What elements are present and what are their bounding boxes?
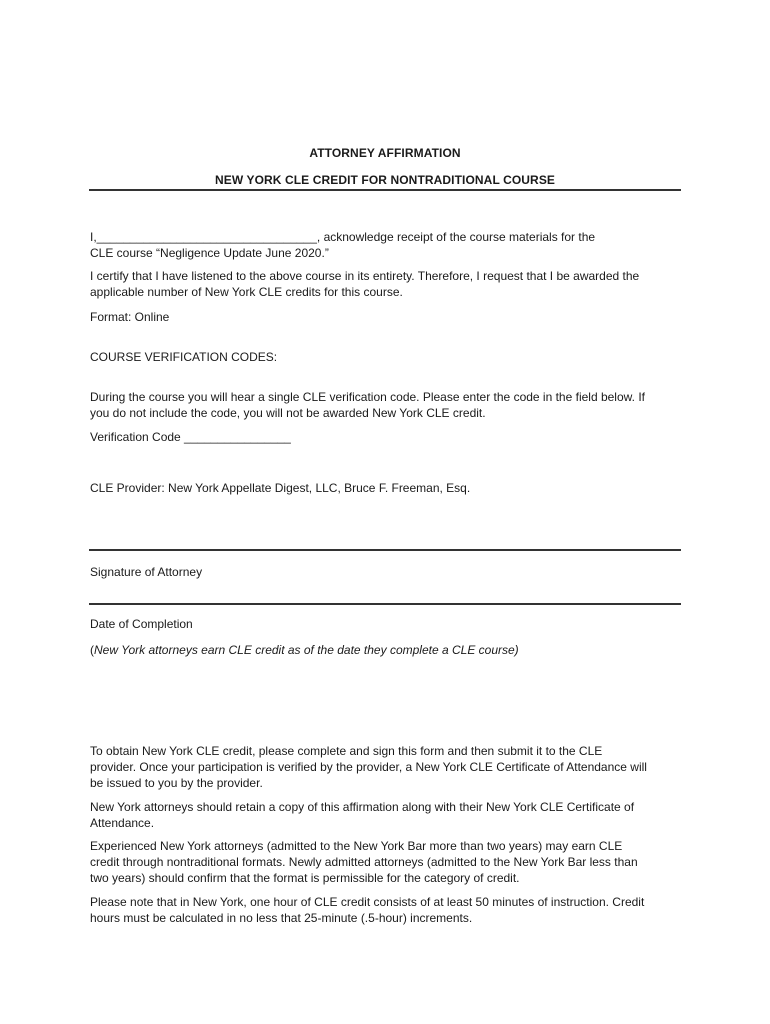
codes-heading-text: COURSE VERIFICATION CODES: bbox=[90, 350, 278, 364]
completion-note bbox=[90, 642, 690, 658]
signature-label bbox=[90, 564, 690, 580]
certification-line: applicable number of New York CLE credits for this course. bbox=[90, 285, 403, 299]
instructions-paragraph-1 bbox=[90, 743, 690, 791]
signature-label-text: Signature of Attorney bbox=[90, 565, 203, 579]
instructions-line: New York attorneys should retain a copy of this affirmation along with their New York CLE Certificate of bbox=[90, 800, 635, 814]
verification-code-field bbox=[90, 429, 690, 445]
completion-label-text: Date of Completion bbox=[90, 617, 193, 631]
completion-note-paren: ( bbox=[90, 643, 94, 657]
instructions-line: Attendance. bbox=[90, 816, 155, 830]
instructions-line: hours must be calculated in no less that 25-minute (.5-hour) increments. bbox=[90, 911, 473, 925]
certification-line: I certify that I have listened to the above course in its entirety. Therefore, I request that I be awarded the bbox=[90, 269, 640, 283]
certification-paragraph bbox=[90, 268, 690, 300]
verification-paragraph bbox=[90, 389, 690, 421]
completion-note-text: New York attorneys earn CLE credit as of the date they complete a CLE course) bbox=[94, 643, 519, 657]
signature-line bbox=[89, 549, 681, 551]
format-value: Format: Online bbox=[90, 310, 170, 324]
instructions-line: To obtain New York CLE credit, please complete and sign this form and then submit it to the CLE bbox=[90, 744, 603, 758]
document-title: ATTORNEY AFFIRMATION bbox=[309, 146, 461, 160]
verification-line: you do not include the code, you will not be awarded New York CLE credit. bbox=[90, 406, 486, 420]
completion-label bbox=[90, 616, 690, 632]
instructions-line: provider. Once your participation is verified by the provider, a New York CLE Certificate of Attendance will bbox=[90, 760, 647, 774]
instructions-line: credit through nontraditional formats. Newly admitted attorneys (admitted to the New York Bar less than bbox=[90, 855, 638, 869]
document-subtitle: NEW YORK CLE CREDIT FOR NONTRADITIONAL COURSE bbox=[214, 173, 556, 187]
provider-line: CLE Provider: New York Appellate Digest, LLC, Bruce F. Freeman, Esq. bbox=[90, 481, 471, 495]
acknowledgement-line: CLE course “Negligence Update June 2020.” bbox=[90, 246, 329, 260]
header-divider bbox=[89, 189, 681, 191]
instructions-line: two years) should confirm that the format is permissible for the category of credit. bbox=[90, 871, 520, 885]
acknowledgement-line: I,_________________________________, acknowledge receipt of the course materials for the bbox=[90, 230, 596, 244]
acknowledgement-paragraph bbox=[90, 229, 690, 261]
instructions-line: Please note that in New York, one hour of CLE credit consists of at least 50 minutes of instruction. Credit bbox=[90, 895, 645, 909]
verification-line: During the course you will hear a single CLE verification code. Please enter the code in the field below. If bbox=[90, 390, 645, 404]
completion-date-line bbox=[89, 603, 681, 605]
instructions-line: be issued to you by the provider. bbox=[90, 776, 263, 790]
verification-code-line: Verification Code ________________ bbox=[90, 430, 291, 444]
instructions-paragraph-4 bbox=[90, 894, 690, 926]
provider-text bbox=[90, 480, 690, 496]
codes-heading bbox=[90, 349, 690, 365]
instructions-paragraph-3 bbox=[90, 838, 690, 886]
instructions-paragraph-2 bbox=[90, 799, 690, 831]
format-text bbox=[90, 309, 690, 325]
instructions-line: Experienced New York attorneys (admitted to the New York Bar more than two years) may earn CLE bbox=[90, 839, 623, 853]
